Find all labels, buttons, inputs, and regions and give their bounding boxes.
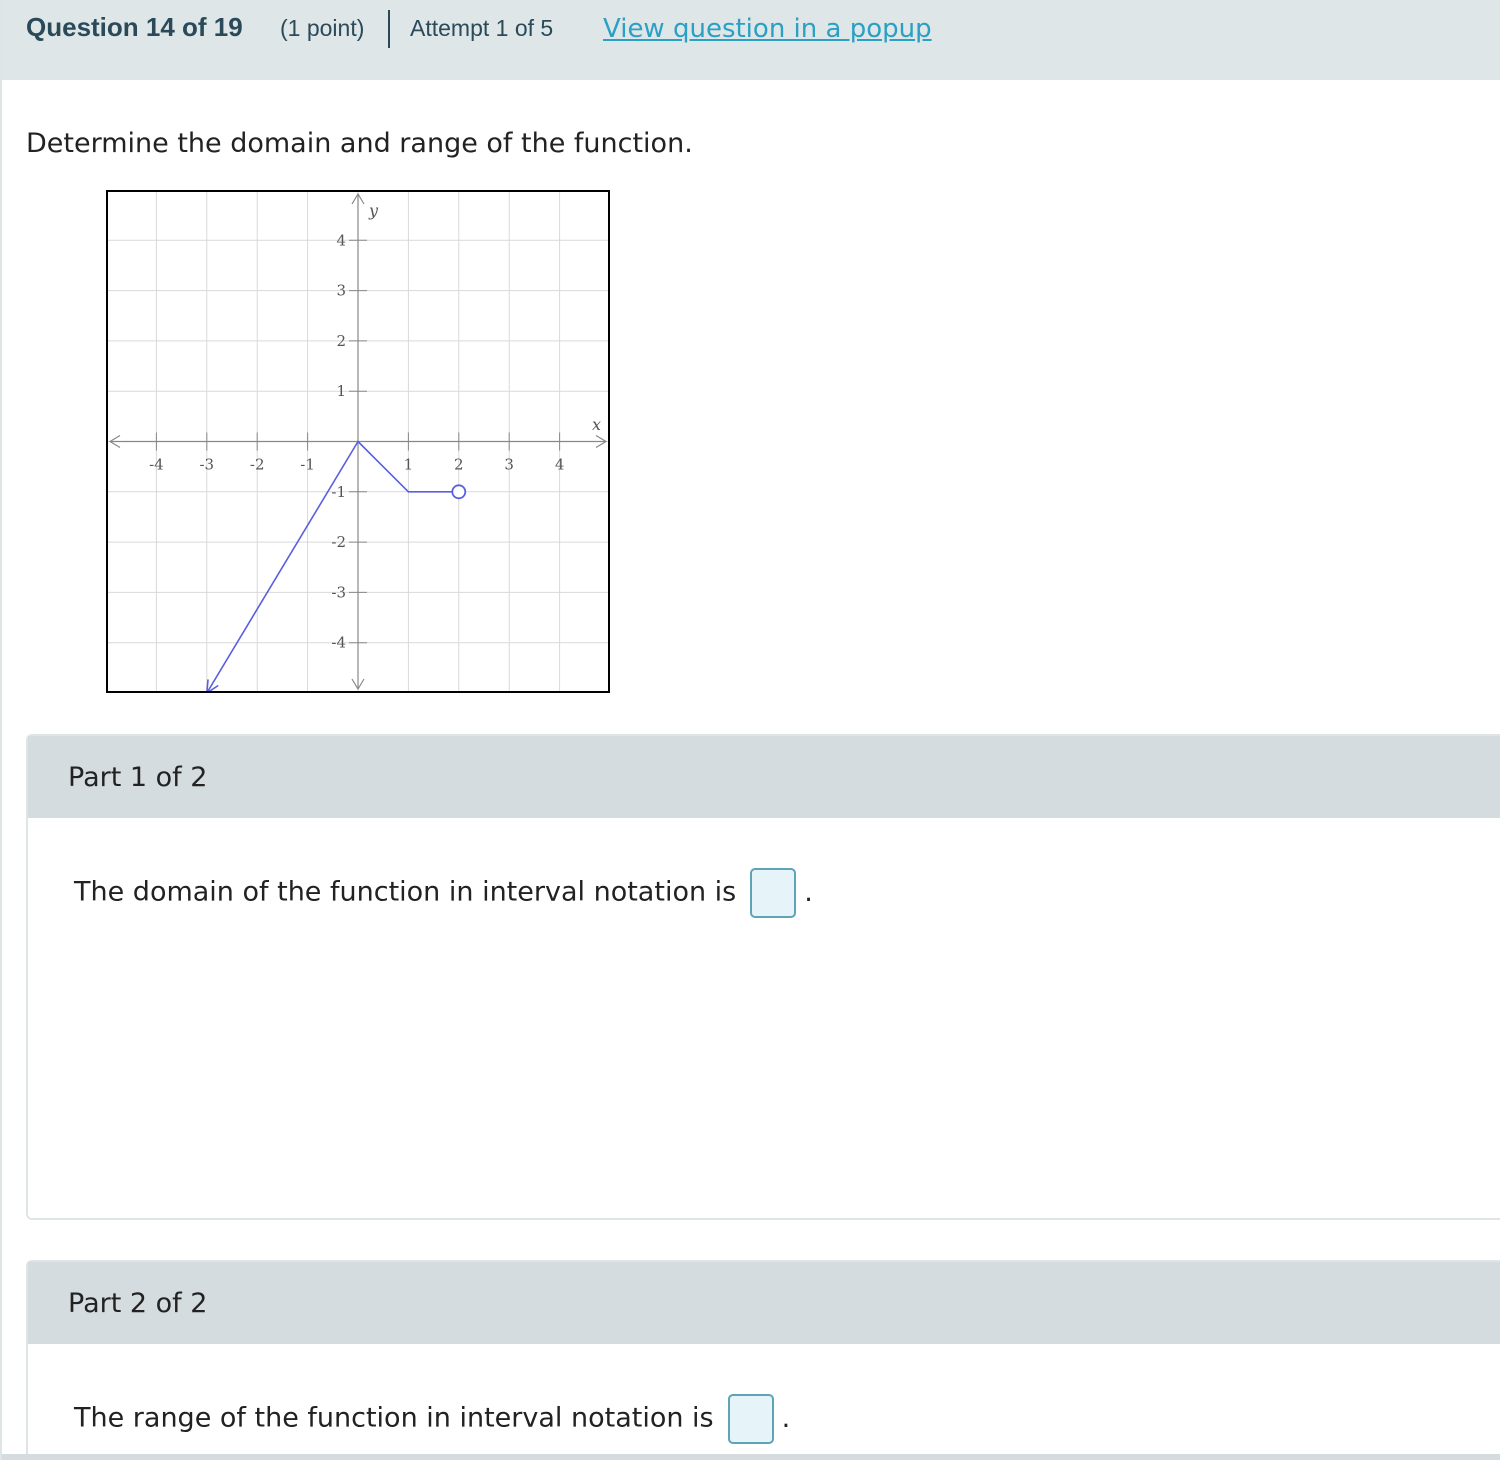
open-endpoint [452,485,465,498]
header-divider [388,10,390,48]
question-prompt: Determine the domain and range of the function. [26,128,693,159]
x-tick-label: 4 [554,455,565,474]
range-period: . [781,1402,791,1434]
question-number: Question 14 of 19 [26,12,243,42]
x-tick-label: -4 [149,455,164,474]
x-tick-label: 3 [504,455,514,474]
domain-answer-input[interactable] [750,868,796,918]
part-2-header [28,1262,1500,1344]
y-tick-label: -1 [331,482,346,501]
curve-segment [358,442,408,492]
part-2-question [74,1394,790,1444]
y-tick-label: -4 [331,633,346,652]
domain-period: . [804,876,813,908]
x-tick-label: 1 [403,455,414,474]
x-tick-label: -1 [300,455,315,474]
y-tick-label: 1 [336,382,346,401]
y-tick-label: 3 [336,281,346,300]
y-tick-label: -2 [331,533,346,552]
part-2-panel [26,1260,1500,1460]
x-tick-label: 2 [454,455,464,474]
x-tick-label: -3 [199,455,215,474]
range-question-text: The range of the function in interval notation is [74,1402,714,1434]
part-1-panel [26,734,1500,1220]
x-axis-label: x [592,415,602,434]
part-2-title: Part 2 of 2 [68,1288,208,1319]
y-tick-label: -3 [331,583,346,602]
question-header [2,0,1500,80]
function-curve [207,442,466,694]
view-popup-link[interactable]: View question in a popup [603,14,932,44]
x-tick-label: -2 [249,455,265,474]
function-graph [106,190,610,693]
range-answer-input[interactable] [728,1394,774,1444]
domain-question-text: The domain of the function in interval notation is [74,876,737,908]
part-1-title: Part 1 of 2 [68,762,208,793]
bottom-scroll-bar [2,1454,1500,1460]
part-1-header [28,736,1500,818]
question-points: (1 point) [280,15,365,41]
y-tick-label: 2 [336,331,346,350]
y-tick-label: 4 [336,231,346,250]
attempt-counter: Attempt 1 of 5 [410,15,554,41]
part-1-question [74,868,813,918]
curve-segment [207,442,358,694]
y-axis-label: y [369,201,379,220]
